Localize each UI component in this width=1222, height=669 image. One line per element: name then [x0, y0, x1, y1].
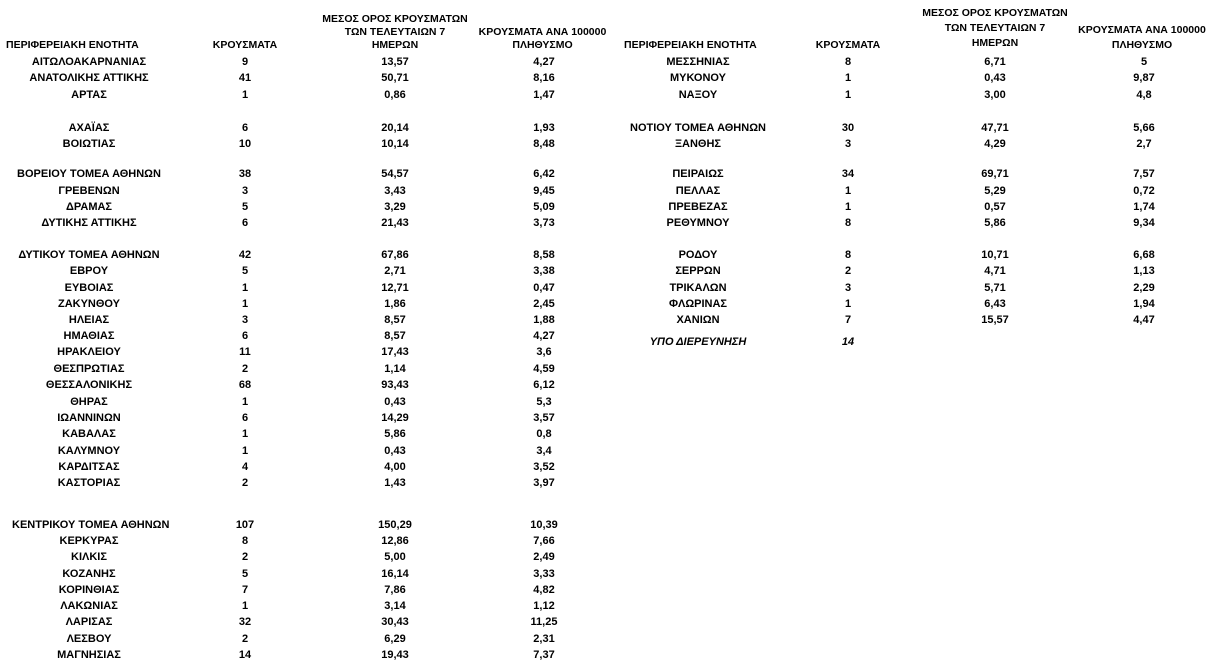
pending-region: ΥΠΟ ΔΙΕΡΕΥΝΗΣΗ: [649, 336, 747, 348]
cell-per100k: 4,8: [1136, 89, 1152, 101]
cell-per100k: 1,74: [1133, 201, 1155, 213]
cell-cases: 1: [844, 185, 852, 197]
cell-avg7: 5,29: [984, 185, 1006, 197]
cell-per100k: 5,3: [536, 396, 552, 408]
cell-avg7: 7,86: [384, 584, 406, 596]
cell-per100k: 2,29: [1133, 282, 1155, 294]
cell-region: ΑΧΑΪΑΣ: [68, 122, 110, 134]
cell-region: ΒΟΙΩΤΙΑΣ: [62, 138, 116, 150]
cell-avg7: 67,86: [381, 249, 409, 261]
cell-cases: 1: [844, 298, 852, 310]
cell-cases: 7: [241, 584, 249, 596]
cell-per100k: 8,58: [533, 249, 555, 261]
header-avg7-line2: ΤΩΝ ΤΕΛΕΥΤΑΙΩΝ 7: [344, 26, 446, 38]
cell-per100k: 5: [1140, 56, 1148, 68]
cell-avg7: 5,71: [984, 282, 1006, 294]
cell-per100k: 5,66: [1133, 122, 1155, 134]
cell-avg7: 6,29: [384, 633, 406, 645]
cell-region: ΚΕΝΤΡΙΚΟΥ ΤΟΜΕΑ ΑΘΗΝΩΝ: [12, 519, 170, 531]
cell-per100k: 4,47: [1133, 314, 1155, 326]
cell-cases: 3: [844, 282, 852, 294]
cell-avg7: 17,43: [381, 346, 409, 358]
cell-avg7: 12,86: [381, 535, 409, 547]
cell-per100k: 3,33: [533, 568, 555, 580]
cell-per100k: 8,16: [533, 72, 555, 84]
cell-cases: 6: [241, 412, 249, 424]
cell-region: ΙΩΑΝΝΙΝΩΝ: [57, 412, 121, 424]
header-region: ΠΕΡΙΦΕΡΕΙΑΚΗ ΕΝΟΤΗΤΑ: [624, 39, 757, 51]
cell-avg7: 4,29: [984, 138, 1006, 150]
cell-region: ΚΙΛΚΙΣ: [71, 551, 107, 563]
cell-per100k: 2,49: [533, 551, 555, 563]
header-cases: ΚΡΟΥΣΜΑΤΑ: [212, 39, 278, 51]
cell-cases: 6: [241, 217, 249, 229]
cell-region: ΔΥΤΙΚΗΣ ΑΤΤΙΚΗΣ: [41, 217, 137, 229]
cell-cases: 1: [241, 600, 249, 612]
cell-region: ΜΕΣΣΗΝΙΑΣ: [666, 56, 730, 68]
cell-region: ΡΟΔΟΥ: [678, 249, 718, 261]
cell-per100k: 3,4: [536, 445, 552, 457]
cell-per100k: 9,87: [1133, 72, 1155, 84]
cell-cases: 2: [241, 477, 249, 489]
cell-cases: 5: [241, 568, 249, 580]
cell-region: ΛΕΣΒΟΥ: [66, 633, 112, 645]
cell-avg7: 5,86: [384, 428, 406, 440]
cell-per100k: 4,27: [533, 330, 555, 342]
cell-avg7: 16,14: [381, 568, 409, 580]
cell-cases: 2: [241, 551, 249, 563]
cell-avg7: 47,71: [981, 122, 1009, 134]
cell-region: ΧΑΝΙΩΝ: [676, 314, 720, 326]
cell-cases: 2: [241, 633, 249, 645]
cell-avg7: 19,43: [381, 649, 409, 661]
cell-avg7: 2,71: [384, 265, 406, 277]
cell-per100k: 1,13: [1133, 265, 1155, 277]
cell-region: ΑΝΑΤΟΛΙΚΗΣ ΑΤΤΙΚΗΣ: [29, 72, 149, 84]
cell-avg7: 10,71: [981, 249, 1009, 261]
cell-avg7: 30,43: [381, 616, 409, 628]
cell-per100k: 7,57: [1133, 168, 1155, 180]
cell-cases: 68: [238, 379, 252, 391]
cell-per100k: 4,27: [533, 56, 555, 68]
cell-avg7: 5,86: [984, 217, 1006, 229]
cell-region: ΡΕΘΥΜΝΟΥ: [666, 217, 730, 229]
cell-region: ΗΛΕΙΑΣ: [68, 314, 110, 326]
cell-region: ΚΟΖΑΝΗΣ: [62, 568, 116, 580]
cell-cases: 1: [844, 89, 852, 101]
cell-cases: 1: [241, 282, 249, 294]
cell-avg7: 0,43: [384, 396, 406, 408]
cell-per100k: 2,7: [1136, 138, 1152, 150]
cell-cases: 6: [241, 330, 249, 342]
cell-per100k: 0,8: [536, 428, 552, 440]
cell-region: ΛΑΡΙΣΑΣ: [65, 616, 113, 628]
cell-per100k: 0,72: [1133, 185, 1155, 197]
cell-region: ΑΡΤΑΣ: [71, 89, 107, 101]
cell-per100k: 3,97: [533, 477, 555, 489]
cell-region: ΒΟΡΕΙΟΥ ΤΟΜΕΑ ΑΘΗΝΩΝ: [17, 168, 161, 180]
cell-region: ΘΗΡΑΣ: [70, 396, 108, 408]
cell-cases: 30: [841, 122, 855, 134]
header-per100k-line2: ΠΛΗΘΥΣΜΟ: [512, 39, 573, 51]
cell-region: ΚΑΣΤΟΡΙΑΣ: [57, 477, 121, 489]
cell-region: ΗΡΑΚΛΕΙΟΥ: [57, 346, 121, 358]
cell-cases: 2: [241, 363, 249, 375]
cell-avg7: 0,57: [984, 201, 1006, 213]
cell-region: ΘΕΣΠΡΩΤΙΑΣ: [53, 363, 125, 375]
cell-per100k: 6,12: [533, 379, 555, 391]
header-avg7-line1: ΜΕΣΟΣ ΟΡΟΣ ΚΡΟΥΣΜΑΤΩΝ: [322, 13, 468, 25]
header-avg7-line3: ΗΜΕΡΩΝ: [971, 37, 1019, 49]
cell-region: ΦΛΩΡΙΝΑΣ: [668, 298, 728, 310]
cell-avg7: 1,86: [384, 298, 406, 310]
cell-cases: 8: [844, 249, 852, 261]
cell-cases: 42: [238, 249, 252, 261]
cell-cases: 1: [241, 396, 249, 408]
cell-region: ΕΥΒΟΙΑΣ: [64, 282, 114, 294]
cell-avg7: 5,00: [384, 551, 406, 563]
cell-per100k: 11,25: [530, 616, 558, 628]
cell-avg7: 54,57: [381, 168, 409, 180]
cell-avg7: 8,57: [384, 330, 406, 342]
cell-per100k: 3,6: [536, 346, 552, 358]
cell-avg7: 3,14: [384, 600, 406, 612]
cell-cases: 34: [841, 168, 855, 180]
cell-avg7: 0,43: [384, 445, 406, 457]
cell-cases: 1: [241, 298, 249, 310]
cell-region: ΔΥΤΙΚΟΥ ΤΟΜΕΑ ΑΘΗΝΩΝ: [18, 249, 160, 261]
cell-cases: 1: [844, 72, 852, 84]
cell-region: ΜΑΓΝΗΣΙΑΣ: [57, 649, 121, 661]
cell-per100k: 2,31: [533, 633, 555, 645]
cell-cases: 1: [241, 428, 249, 440]
cell-cases: 9: [241, 56, 249, 68]
cell-cases: 3: [241, 314, 249, 326]
cell-avg7: 0,86: [384, 89, 406, 101]
cell-avg7: 15,57: [981, 314, 1009, 326]
cell-cases: 1: [241, 445, 249, 457]
cell-region: ΜΥΚΟΝΟΥ: [669, 72, 727, 84]
cell-region: ΣΕΡΡΩΝ: [675, 265, 721, 277]
cell-per100k: 4,59: [533, 363, 555, 375]
cell-avg7: 4,71: [984, 265, 1006, 277]
cell-region: ΓΡΕΒΕΝΩΝ: [58, 185, 120, 197]
cell-cases: 107: [235, 519, 255, 531]
cell-cases: 6: [241, 122, 249, 134]
cell-avg7: 3,00: [984, 89, 1006, 101]
header-per100k-line2: ΠΛΗΘΥΣΜΟ: [1111, 39, 1173, 51]
cell-region: ΚΑΒΑΛΑΣ: [62, 428, 116, 440]
cell-cases: 41: [238, 72, 252, 84]
cell-avg7: 4,00: [384, 461, 406, 473]
cell-per100k: 6,68: [1133, 249, 1155, 261]
cell-avg7: 150,29: [378, 519, 412, 531]
cell-avg7: 10,14: [381, 138, 409, 150]
cell-cases: 8: [844, 56, 852, 68]
cell-region: ΚΟΡΙΝΘΙΑΣ: [58, 584, 120, 596]
cell-cases: 14: [238, 649, 252, 661]
cell-region: ΗΜΑΘΙΑΣ: [63, 330, 115, 342]
cell-region: ΝΟΤΙΟΥ ΤΟΜΕΑ ΑΘΗΝΩΝ: [630, 122, 766, 134]
cell-per100k: 0,47: [533, 282, 555, 294]
cell-cases: 38: [238, 168, 252, 180]
cell-per100k: 1,94: [1133, 298, 1155, 310]
cell-per100k: 8,48: [533, 138, 555, 150]
cell-avg7: 69,71: [981, 168, 1009, 180]
cell-avg7: 3,43: [384, 185, 406, 197]
cell-avg7: 21,43: [381, 217, 409, 229]
cell-avg7: 6,71: [984, 56, 1006, 68]
cell-avg7: 20,14: [381, 122, 409, 134]
cell-avg7: 6,43: [984, 298, 1006, 310]
cell-region: ΑΙΤΩΛΟΑΚΑΡΝΑΝΙΑΣ: [31, 56, 147, 68]
cell-avg7: 50,71: [381, 72, 409, 84]
cell-per100k: 1,12: [533, 600, 555, 612]
cell-per100k: 5,09: [533, 201, 555, 213]
cell-per100k: 7,66: [533, 535, 555, 547]
cell-region: ΤΡΙΚΑΛΩΝ: [669, 282, 727, 294]
cell-per100k: 9,34: [1133, 217, 1155, 229]
cell-per100k: 1,93: [533, 122, 555, 134]
cell-region: ΖΑΚΥΝΘΟΥ: [57, 298, 121, 310]
cell-region: ΞΑΝΘΗΣ: [674, 138, 722, 150]
cell-avg7: 3,29: [384, 201, 406, 213]
cell-cases: 2: [844, 265, 852, 277]
cell-per100k: 1,88: [533, 314, 555, 326]
cell-cases: 3: [844, 138, 852, 150]
cell-cases: 5: [241, 265, 249, 277]
cell-per100k: 2,45: [533, 298, 555, 310]
cell-avg7: 1,14: [384, 363, 406, 375]
pending-cases: 14: [841, 336, 855, 348]
cell-cases: 32: [238, 616, 252, 628]
cell-region: ΔΡΑΜΑΣ: [65, 201, 113, 213]
cell-per100k: 3,38: [533, 265, 555, 277]
cell-region: ΕΒΡΟΥ: [69, 265, 109, 277]
cell-region: ΚΑΡΔΙΤΣΑΣ: [58, 461, 120, 473]
cell-region: ΠΡΕΒΕΖΑΣ: [668, 201, 728, 213]
header-per100k-line1: ΚΡΟΥΣΜΑΤΑ ΑΝΑ 100000: [1078, 24, 1206, 36]
cell-region: ΝΑΞΟΥ: [678, 89, 718, 101]
cell-region: ΚΑΛΥΜΝΟΥ: [57, 445, 121, 457]
cell-cases: 11: [239, 346, 251, 358]
cell-per100k: 9,45: [533, 185, 555, 197]
cell-region: ΠΕΙΡΑΙΩΣ: [672, 168, 724, 180]
cell-cases: 10: [238, 138, 252, 150]
cell-region: ΘΕΣΣΑΛΟΝΙΚΗΣ: [45, 379, 133, 391]
cell-avg7: 12,71: [381, 282, 409, 294]
cell-cases: 1: [844, 201, 852, 213]
cell-avg7: 13,57: [381, 56, 409, 68]
header-per100k-line1: ΚΡΟΥΣΜΑΤΑ ΑΝΑ 100000: [478, 26, 607, 38]
cell-avg7: 8,57: [384, 314, 406, 326]
cell-region: ΚΕΡΚΥΡΑΣ: [59, 535, 119, 547]
cell-avg7: 14,29: [381, 412, 409, 424]
cell-region: ΠΕΛΛΑΣ: [675, 185, 721, 197]
cell-cases: 7: [844, 314, 852, 326]
cell-per100k: 7,37: [533, 649, 555, 661]
cell-per100k: 3,73: [533, 217, 555, 229]
cell-cases: 1: [241, 89, 249, 101]
header-avg7-line3: ΗΜΕΡΩΝ: [371, 39, 419, 51]
cell-cases: 3: [241, 185, 249, 197]
cell-cases: 8: [844, 217, 852, 229]
cell-cases: 5: [241, 201, 249, 213]
header-cases: ΚΡΟΥΣΜΑΤΑ: [815, 39, 881, 51]
cell-per100k: 1,47: [533, 89, 555, 101]
cell-per100k: 6,42: [533, 168, 555, 180]
header-avg7-line2: ΤΩΝ ΤΕΛΕΥΤΑΙΩΝ 7: [944, 22, 1046, 34]
cell-per100k: 4,82: [533, 584, 555, 596]
cell-cases: 8: [241, 535, 249, 547]
cell-per100k: 10,39: [530, 519, 558, 531]
header-region: ΠΕΡΙΦΕΡΕΙΑΚΗ ΕΝΟΤΗΤΑ: [6, 39, 139, 51]
cell-avg7: 0,43: [984, 72, 1006, 84]
cell-per100k: 3,57: [533, 412, 555, 424]
cell-per100k: 3,52: [533, 461, 555, 473]
cell-region: ΛΑΚΩΝΙΑΣ: [60, 600, 118, 612]
cell-avg7: 1,43: [384, 477, 406, 489]
cell-cases: 4: [241, 461, 249, 473]
cell-avg7: 93,43: [381, 379, 409, 391]
header-avg7-line1: ΜΕΣΟΣ ΟΡΟΣ ΚΡΟΥΣΜΑΤΩΝ: [922, 7, 1068, 19]
